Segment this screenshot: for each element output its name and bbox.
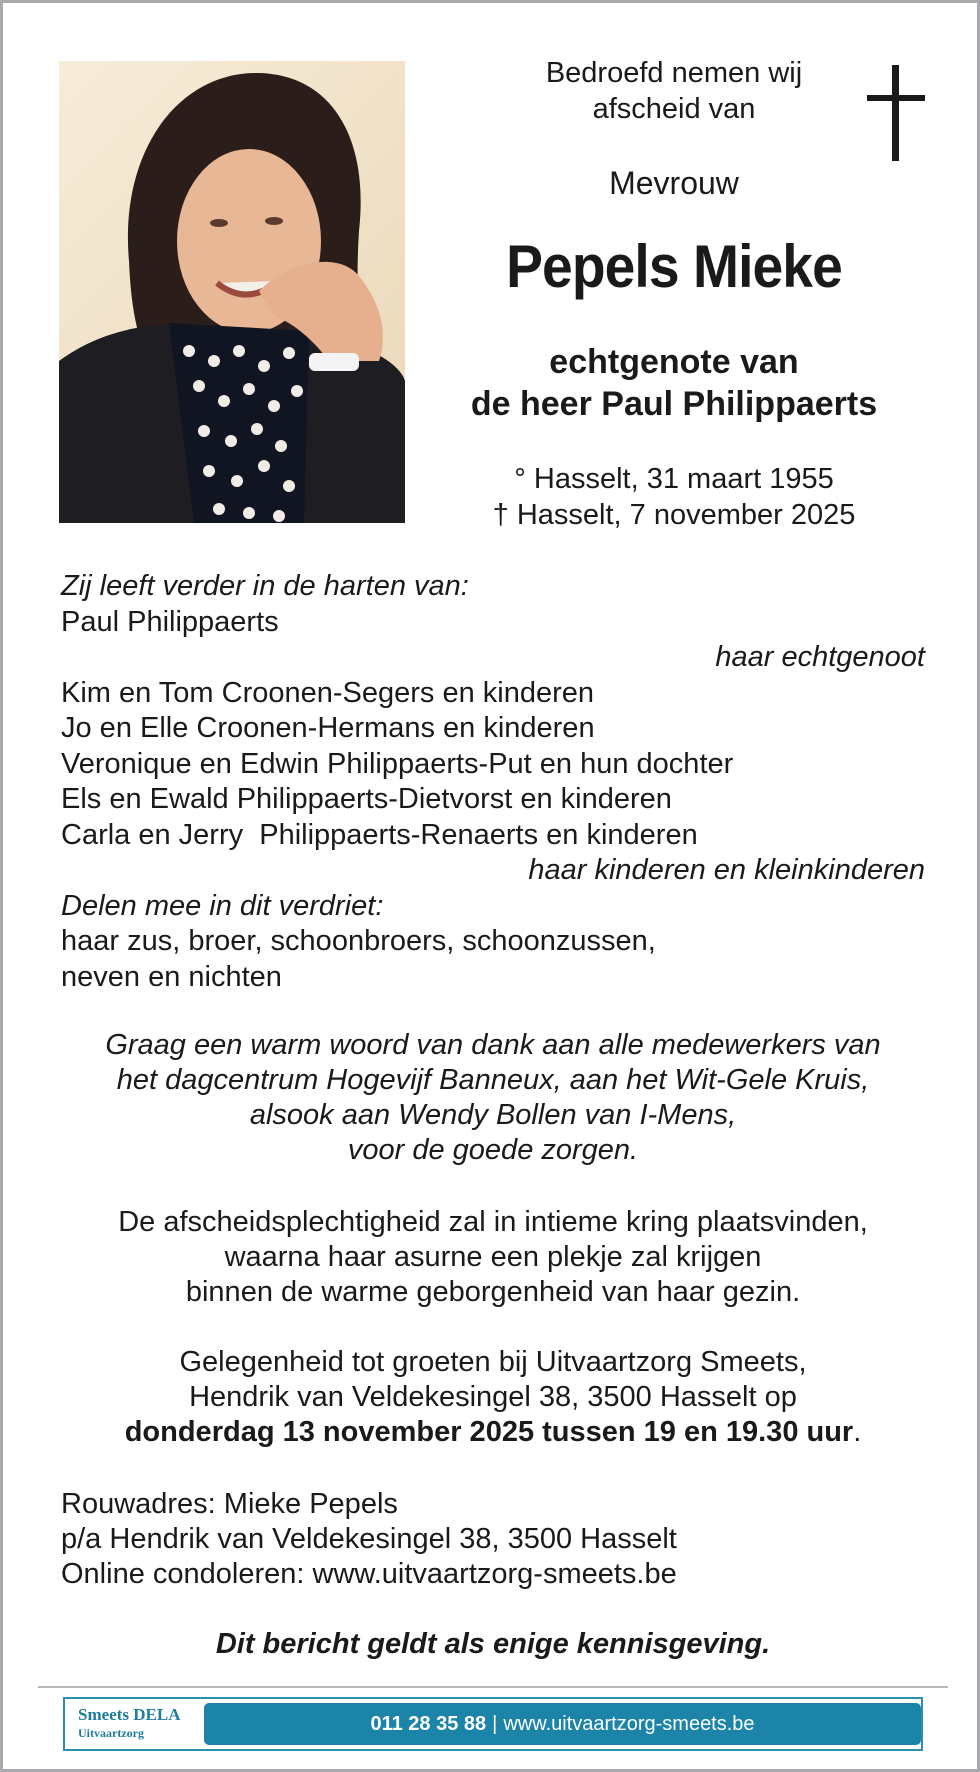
- greeting-info: [61, 1345, 925, 1450]
- greeting-when-line: [61, 1415, 925, 1450]
- thanks-line: Graag een warm woord van dank aan alle medewerkers van: [105, 1029, 881, 1061]
- website-link[interactable]: www.uitvaartzorg-smeets.be: [503, 1713, 755, 1735]
- separator: |: [492, 1713, 498, 1735]
- logo-subtitle: Uitvaartzorg: [78, 1726, 144, 1740]
- notice-text: Dit bericht geldt als enige kennisgeving.: [215, 1628, 771, 1660]
- shared-grief-line-2: neven en nichten: [61, 960, 282, 993]
- greeting-period: .: [853, 1416, 862, 1448]
- spouse-info: [423, 341, 925, 425]
- deceased-name: Pepels Mieke: [506, 233, 842, 300]
- portrait-photo: [59, 61, 405, 523]
- child-family: Els en Ewald Philippaerts-Dietvorst en kinderen: [61, 783, 672, 815]
- thanks-line: het dagcentrum Hogevijf Banneux, aan het Wit-Gele Kruis,: [116, 1064, 870, 1096]
- funeral-home-footer: [63, 1697, 923, 1751]
- life-dates: [423, 461, 925, 533]
- phone-number[interactable]: 011 28 35 88: [370, 1713, 487, 1735]
- husband-role: haar echtgenoot: [715, 641, 925, 673]
- birth-date: ° Hasselt, 31 maart 1955: [514, 463, 834, 495]
- thanks-line: voor de goede zorgen.: [347, 1134, 639, 1166]
- death-date: † Hasselt, 7 november 2025: [492, 499, 856, 531]
- divider: [38, 1686, 948, 1688]
- greeting-line-2: Hendrik van Veldekesingel 38, 3500 Hasselt op: [189, 1381, 797, 1413]
- logo-brand: Smeets DELA: [78, 1705, 181, 1724]
- thanks-line: alsook aan Wendy Bollen van I-Mens,: [249, 1099, 737, 1131]
- children-role: haar kinderen en kleinkinderen: [528, 854, 925, 886]
- ceremony-line: waarna haar asurne een plekje zal krijgen: [224, 1241, 762, 1273]
- ceremony-line: De afscheidsplechtigheid zal in intieme kring plaatsvinden,: [118, 1206, 868, 1238]
- portrait-illustration: [59, 61, 405, 523]
- shared-grief-line-1: haar zus, broer, schoonbroers, schoonzussen,: [61, 925, 656, 957]
- salutation: Mevrouw: [609, 165, 739, 201]
- family-intro: Zij leeft verder in de harten van:: [61, 570, 469, 602]
- ceremony-line: binnen de warme geborgenheid van haar gezin.: [185, 1276, 801, 1308]
- child-family: Kim en Tom Croonen-Segers en kinderen: [61, 676, 595, 709]
- contact-bar: [204, 1703, 921, 1745]
- shared-grief-intro: Delen mee in dit verdriet:: [61, 889, 384, 922]
- thanks-message: [61, 1028, 925, 1168]
- child-family: Veronique en Edwin Philippaerts-Put en hun dochter: [61, 747, 734, 780]
- online-condolence: Online condoleren: www.uitvaartzorg-smeets.be: [61, 1558, 677, 1590]
- greeting-date-time: donderdag 13 november 2025 tussen 19 en 19.30 uur: [124, 1416, 854, 1448]
- intro-line-2: afscheid van: [592, 93, 756, 125]
- intro-text: [423, 55, 925, 127]
- greeting-line-1: Gelegenheid tot groeten bij Uitvaartzorg Smeets,: [179, 1346, 807, 1378]
- spouse-line-2: de heer Paul Philippaerts: [470, 385, 878, 423]
- address-line-2: p/a Hendrik van Veldekesingel 38, 3500 Hasselt: [61, 1523, 677, 1555]
- husband-name: Paul Philippaerts: [61, 605, 279, 638]
- family-section: [61, 569, 925, 995]
- child-family: Carla en Jerry Philippaerts-Renaerts en kinderen: [61, 818, 698, 851]
- intro-line-1: Bedroefd nemen wij: [545, 57, 803, 89]
- mourning-address: [61, 1487, 925, 1592]
- ceremony-info: [61, 1205, 925, 1310]
- child-family: Jo en Elle Croonen-Hermans en kinderen: [61, 712, 595, 744]
- funeral-home-logo: [78, 1705, 180, 1741]
- address-line-1: Rouwadres: Mieke Pepels: [61, 1488, 398, 1520]
- spouse-line-1: echtgenote van: [549, 343, 799, 381]
